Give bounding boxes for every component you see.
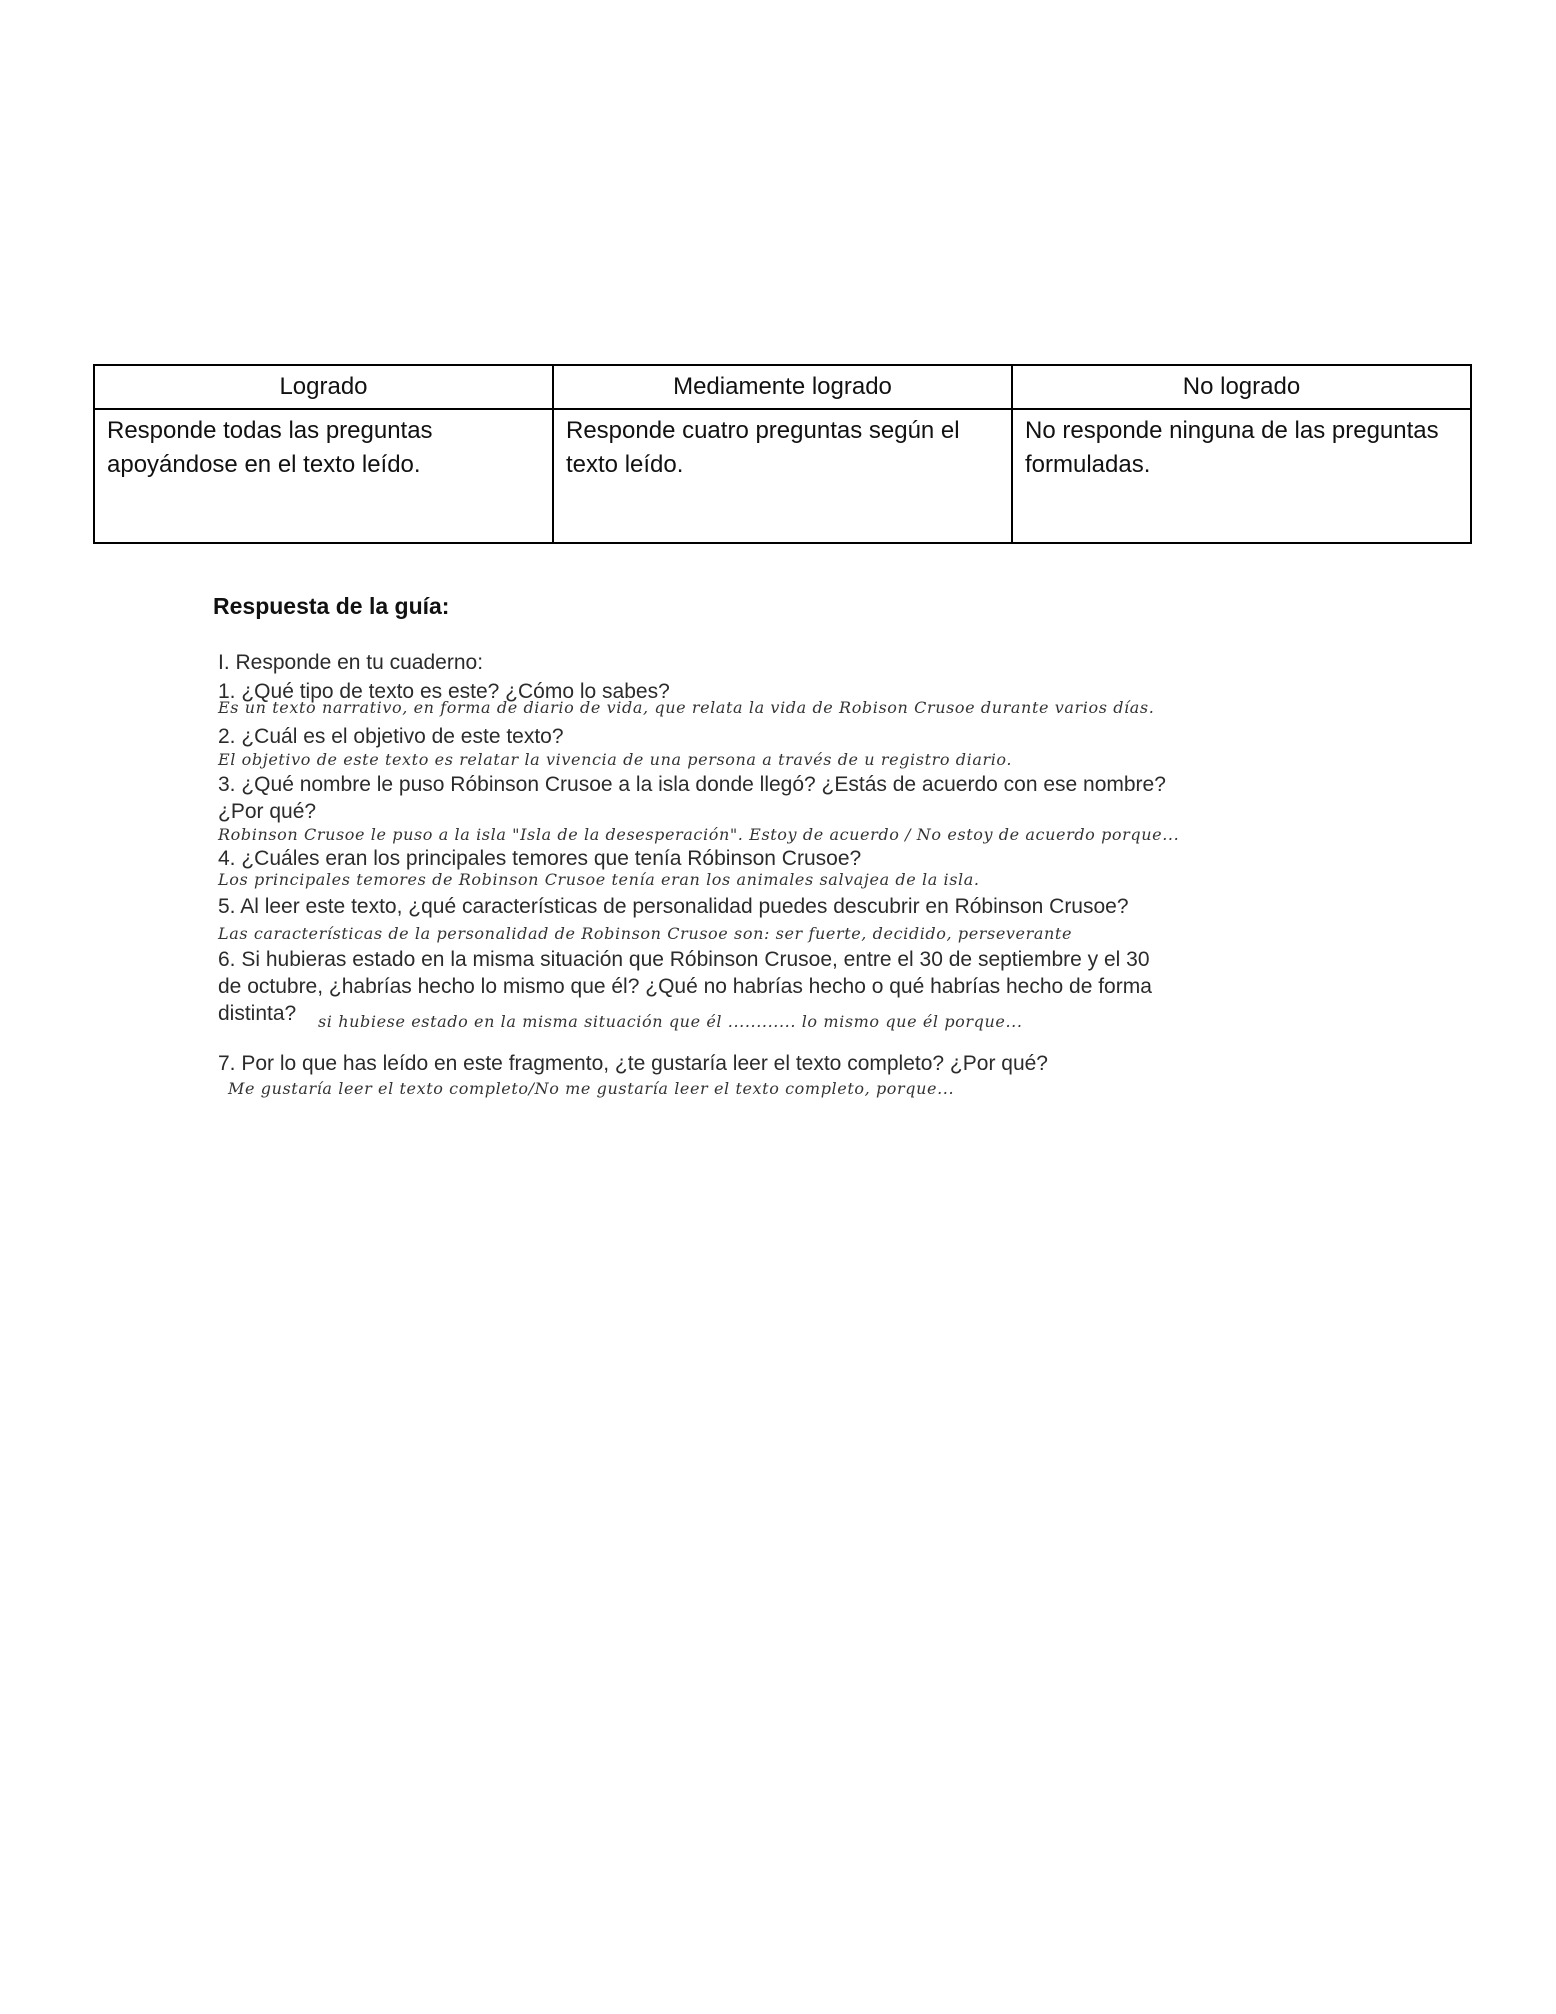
question-6-continuation-2: distinta? xyxy=(218,1002,297,1025)
guide-answer-scan xyxy=(218,648,1338,1108)
rubric-header-no-logrado: No logrado xyxy=(1012,365,1471,409)
rubric-header-logrado: Logrado xyxy=(94,365,553,409)
question-4: 4. ¿Cuáles eran los principales temores que tenía Róbinson Crusoe? xyxy=(218,847,862,870)
answer-6: si hubiese estado en la misma situación que él ............ lo mismo que él porque... xyxy=(318,1012,1023,1031)
answer-4: Los principales temores de Robinson Crusoe tenía eran los animales salvajea de la isla. xyxy=(218,870,980,889)
question-3-continuation: ¿Por qué? xyxy=(218,800,317,823)
answer-2: El objetivo de este texto es relatar la vivencia de una persona a través de u registro diario. xyxy=(218,750,1013,769)
rubric-cell-no-logrado: No responde ninguna de las preguntas formuladas. xyxy=(1012,409,1471,543)
question-2: 2. ¿Cuál es el objetivo de este texto? xyxy=(218,725,564,748)
answer-7: Me gustaría leer el texto completo/No me gustaría leer el texto completo, porque... xyxy=(228,1079,955,1098)
answer-1: Es un texto narrativo, en forma de diario de vida, que relata la vida de Robison Crusoe durante varios días. xyxy=(218,698,1155,717)
rubric-cell-mediamente-logrado: Responde cuatro preguntas según el texto leído. xyxy=(553,409,1012,543)
answer-5: Las características de la personalidad de Robinson Crusoe son: ser fuerte, decidido, perseverante xyxy=(218,924,1073,943)
rubric-header-row xyxy=(94,365,1471,409)
answer-3: Robinson Crusoe le puso a la isla "Isla de la desesperación". Estoy de acuerdo / No estoy de acuerdo porque... xyxy=(218,825,1180,844)
rubric-cell-logrado: Responde todas las preguntas apoyándose en el texto leído. xyxy=(94,409,553,543)
question-5: 5. Al leer este texto, ¿qué características de personalidad puedes descubrir en Róbinson Crusoe? xyxy=(218,895,1129,918)
question-6-continuation: de octubre, ¿habrías hecho lo mismo que él? ¿Qué no habrías hecho o qué habrías hecho de forma xyxy=(218,975,1152,998)
guide-answer-title: Respuesta de la guía: xyxy=(213,593,450,619)
question-7: 7. Por lo que has leído en este fragmento, ¿te gustaría leer el texto completo? ¿Por qué? xyxy=(218,1052,1048,1075)
question-3: 3. ¿Qué nombre le puso Róbinson Crusoe a la isla donde llegó? ¿Estás de acuerdo con ese nombre? xyxy=(218,773,1166,796)
rubric-table xyxy=(93,364,1472,544)
rubric-criteria-row xyxy=(94,409,1471,543)
question-6: 6. Si hubieras estado en la misma situación que Róbinson Crusoe, entre el 30 de septiembre y el 30 xyxy=(218,948,1150,971)
rubric-header-mediamente-logrado: Mediamente logrado xyxy=(553,365,1012,409)
guide-instruction: I. Responde en tu cuaderno: xyxy=(218,651,484,674)
question-1: 1. ¿Qué tipo de texto es este? ¿Cómo lo sabes? xyxy=(218,680,670,703)
